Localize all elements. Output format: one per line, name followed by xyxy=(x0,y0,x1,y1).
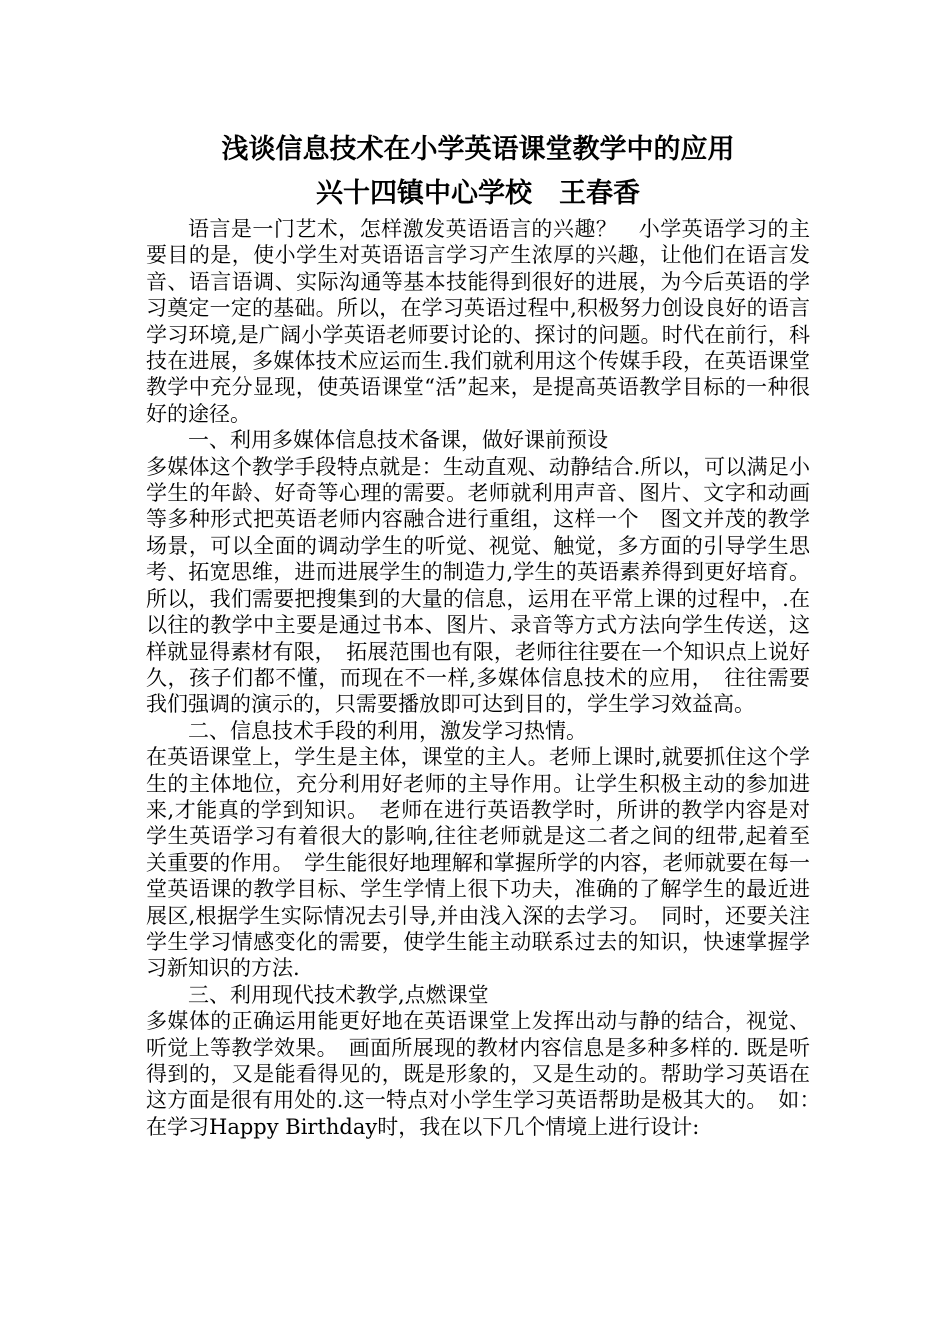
section-heading-2: 二、信息技术手段的利用，激发学习热情。 xyxy=(188,718,587,743)
section-heading-1: 一、利用多媒体信息技术备课，做好课前预设 xyxy=(188,428,608,453)
section-2-paragraph: 在英语课堂上，学生是主体，课堂的主人。老师上课时,就要抓住这个学生的主体地位，充分利用好老师的主导作用。让学生积极主动的参加进来,才能真的学到知识。 老师在进行英语教学时，所讲的教学内容是对学生英语学习有着很大的影响,往往老师就是这二者之间的纽带,起着至关重要的作用。 学生能很好地理解和掌握所学的内容，老师就要在每一堂英语课的教学目标、学生学情上很下功夫，准确的了解学生的最近进展区,根据学生实际情况去引导,并由浅入深的去学习。 同时，还要关注学生学习情感变化的需要，使学生能主动联系过去的知识，快速掌握学习新知识的方法. xyxy=(146,745,810,981)
section-1-paragraph: 多媒体这个教学手段特点就是：生动直观、动静结合.所以，可以满足小学生的年龄、好奇等心理的需要。老师就利用声音、图片、文字和动画等多种形式把英语老师内容融合进行重组，这样一个 图文并茂的教学场景，可以全面的调动学生的听觉、视觉、触觉，多方面的引导学生思考、拓宽思维，进而进展学生的制造力,学生的英语素养得到更好培育。所以，我们需要把搜集到的大量的信息，运用在平常上课的过程中，.在以往的教学中主要是通过书本、图片、录音等方式方法向学生传送，这样就显得素材有限， 拓展范围也有限，老师往往要在一个知识点上说好久，孩子们都不懂，而现在不一样,多媒体信息技术的应用， 往往需要我们强调的演示的，只需要播放即可达到目的，学生学习效益高。 xyxy=(146,454,810,717)
document-title: 浅谈信息技术在小学英语课堂教学中的应用 xyxy=(221,134,735,165)
author-line: 兴十四镇中心学校 王春香 xyxy=(316,178,640,209)
document-page xyxy=(146,128,831,1140)
section-3-paragraph: 多媒体的正确运用能更好地在英语课堂上发挥出动与静的结合，视觉、听觉上等教学效果。 画面所展现的教材内容信息是多种多样的. 既是听得到的，又是能看得见的，既是形象的，又是生动的。帮助学习英语在这方面是很有用处的.这一特点对小学生学习英语帮助是极其大的。 如： 在学习Happy Birthday时，我在以下几个情境上进行设计: xyxy=(146,1009,831,1139)
section-heading-3: 三、利用现代技术教学,点燃课堂 xyxy=(188,982,489,1007)
intro-paragraph: 语言是一门艺术，怎样激发英语语言的兴趣？ 小学英语学习的主要目的是，使小学生对英语语言学习产生浓厚的兴趣，让他们在语言发音、语言语调、实际沟通等基本技能得到很好的进展，为今后英语的学习奠定一定的基础。所以，在学习英语过程中,积极努力创设良好的语言学习环境,是广阔小学英语老师要讨论的、探讨的问题。时代在前行，科技在进展，多媒体技术应运而生.我们就利用这个传媒手段，在英语课堂教学中充分显现，使英语课堂“活”起来，是提高英语教学目标的一种很好的途径。 xyxy=(146,217,810,426)
